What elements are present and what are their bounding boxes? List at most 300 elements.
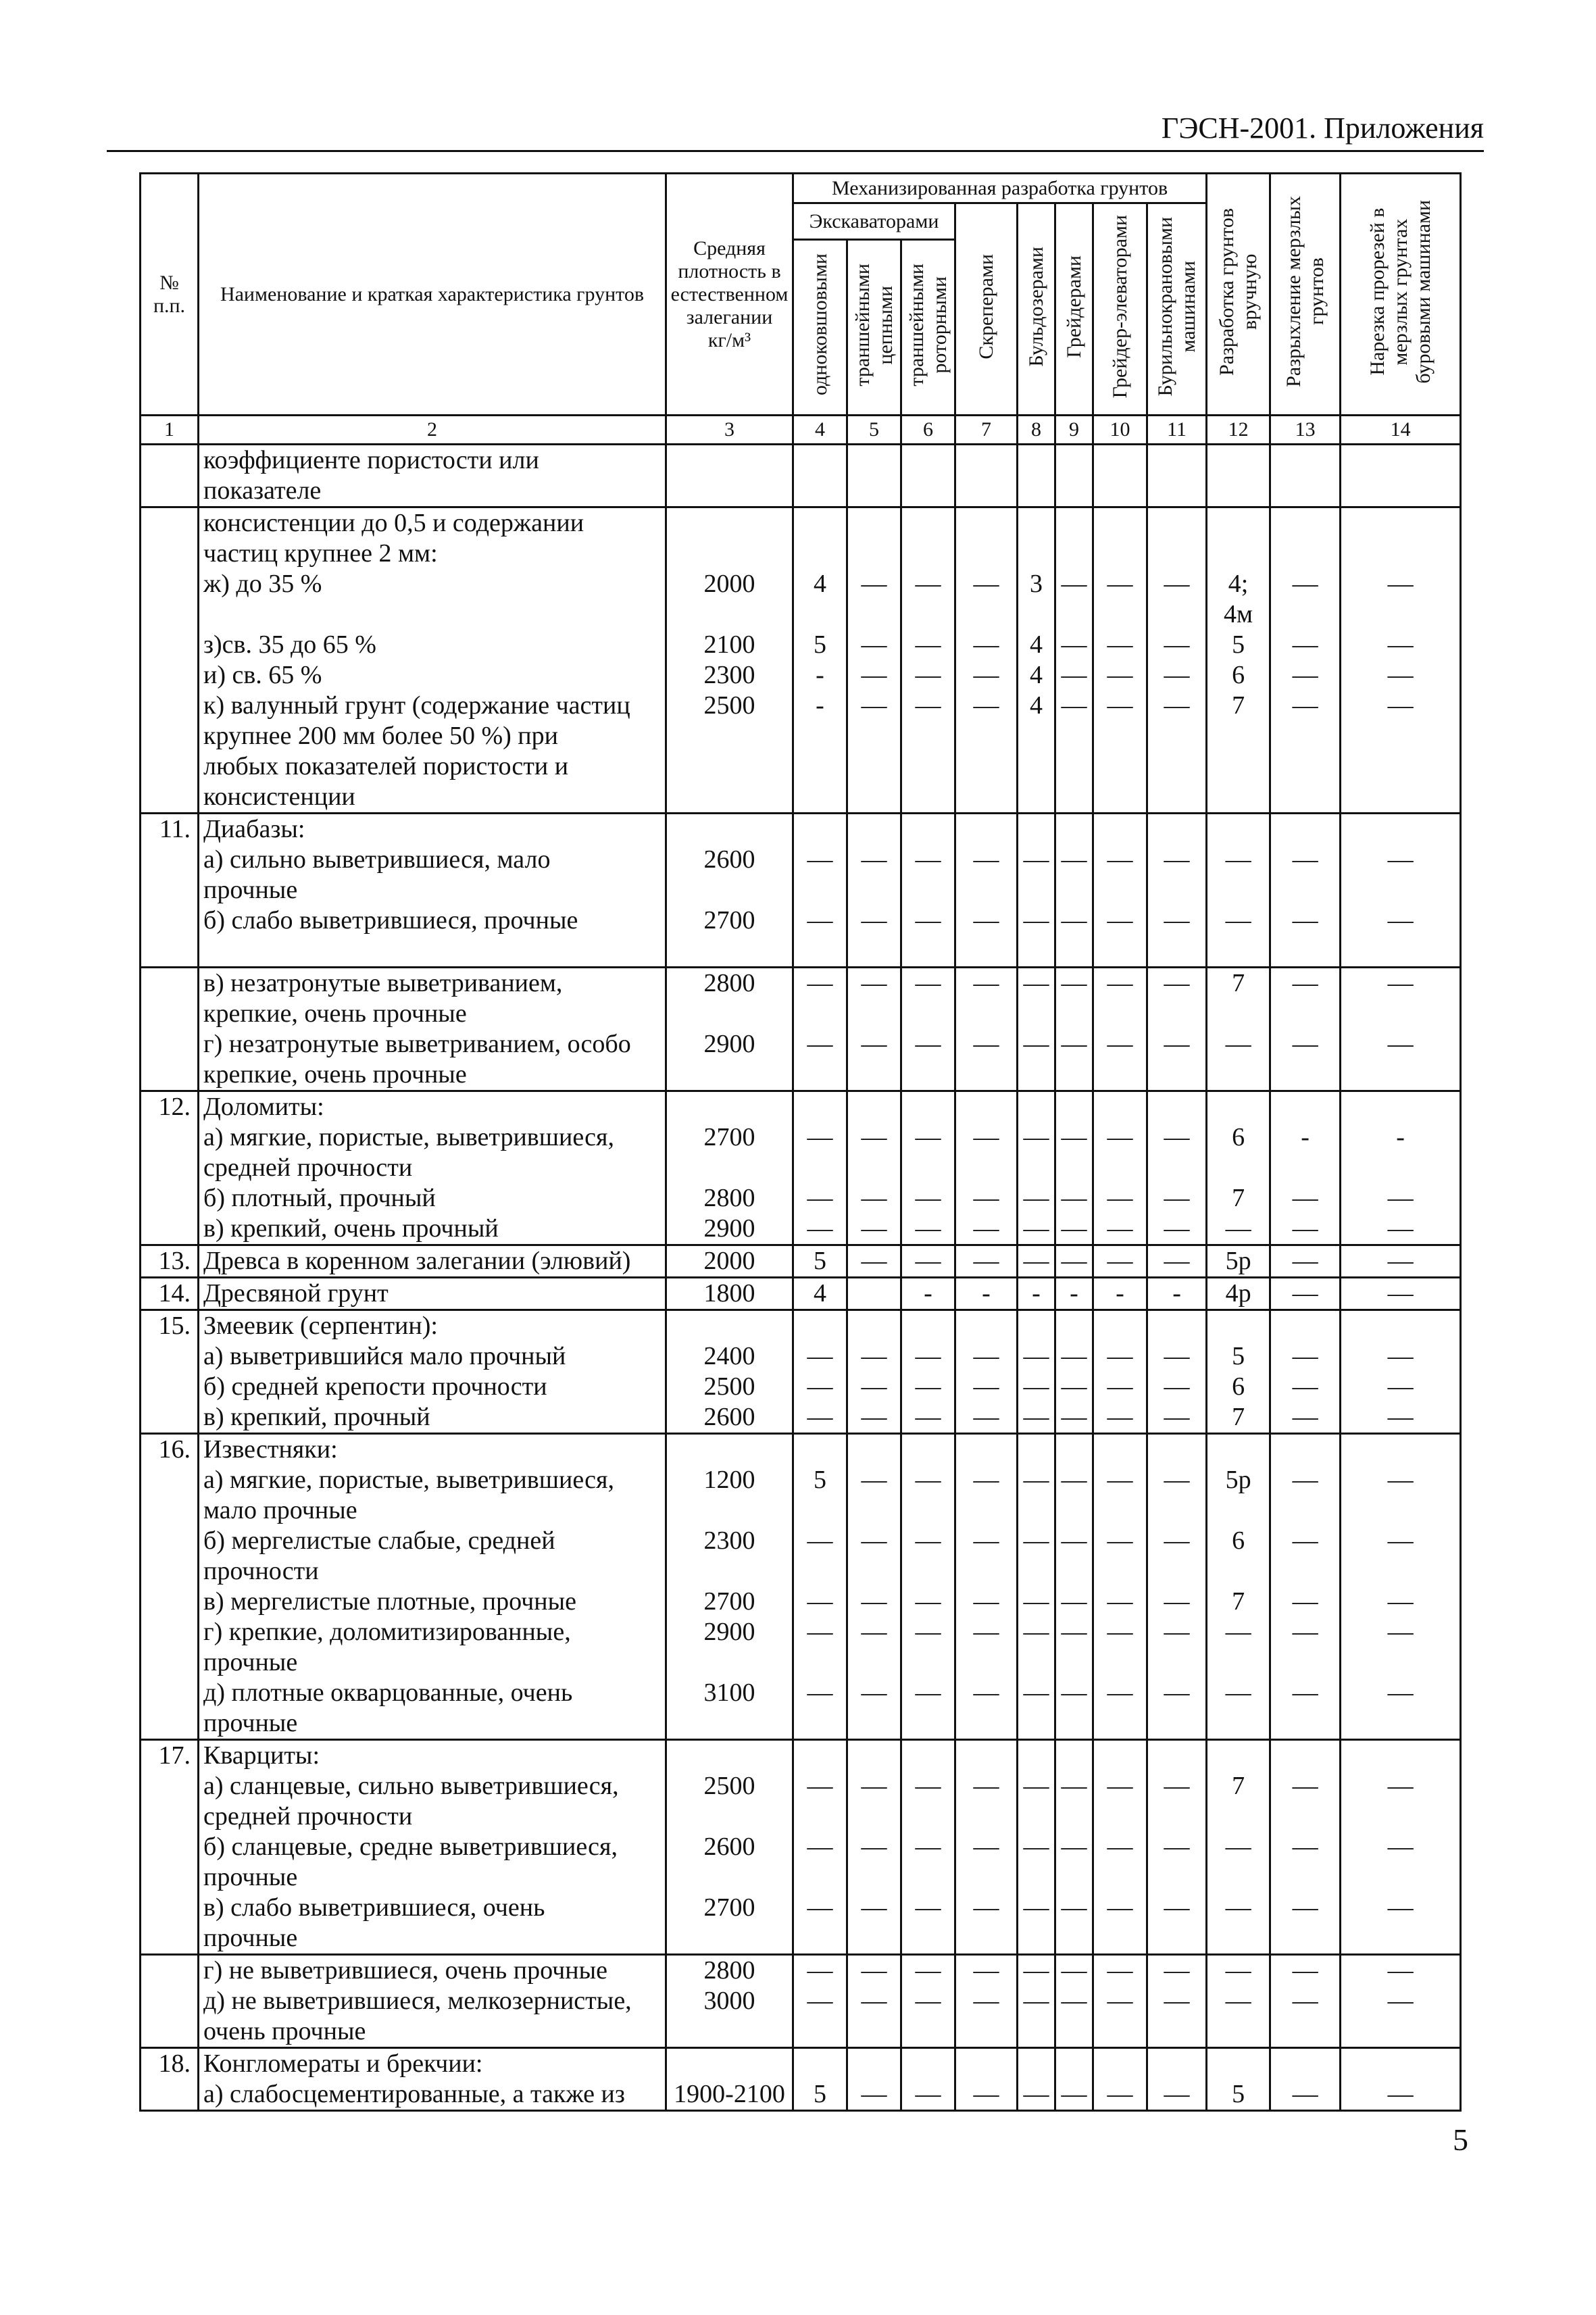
method-value: -: [1341, 1091, 1461, 1184]
method-value: —: [847, 905, 901, 968]
method-value: —: [955, 1526, 1018, 1587]
method-value: —: [1207, 1893, 1270, 1955]
method-value: 7: [1207, 1587, 1270, 1617]
method-value: —: [793, 968, 847, 1030]
column-number: 2: [199, 416, 666, 445]
method-value: —: [1147, 660, 1207, 691]
method-value: —: [1207, 814, 1270, 906]
column-number: 6: [901, 416, 955, 445]
method-value: —: [1341, 905, 1461, 968]
method-value: —: [955, 1091, 1018, 1184]
method-value: —: [847, 1955, 901, 1987]
method-value: —: [793, 1402, 847, 1434]
method-value: —: [901, 507, 955, 630]
table-row: [141, 1310, 1461, 1372]
col-header-c4: одноковшовыми: [793, 240, 847, 416]
method-value: —: [1093, 1678, 1147, 1740]
density-value: 3100: [666, 1678, 793, 1740]
row-number: [141, 691, 199, 814]
method-value: —: [1093, 660, 1147, 691]
column-number: 12: [1207, 416, 1270, 445]
method-value: —: [955, 1893, 1018, 1955]
soil-name: г) не выветрившиеся, очень прочные: [199, 1955, 666, 1987]
method-value: —: [1018, 1617, 1055, 1678]
method-value: —: [1147, 1617, 1207, 1678]
method-value: —: [1093, 2048, 1147, 2111]
column-number: 10: [1093, 416, 1147, 445]
method-value: —: [1341, 691, 1461, 814]
method-value: —: [1207, 1955, 1270, 1987]
method-value: —: [901, 2048, 955, 2111]
density-value: 2300: [666, 660, 793, 691]
method-value: —: [1341, 1832, 1461, 1893]
method-value: —: [1270, 2048, 1341, 2111]
method-value: —: [901, 1526, 955, 1587]
density-value: 1800: [666, 1278, 793, 1310]
method-value: -: [901, 1278, 955, 1310]
method-value: 5р: [1207, 1245, 1270, 1278]
method-value: —: [1055, 1986, 1093, 2048]
method-value: —: [955, 507, 1018, 630]
density-value: 2900: [666, 1214, 793, 1245]
method-value: [1018, 445, 1055, 507]
method-value: —: [847, 1310, 901, 1372]
soil-name: з)св. 35 до 65 %: [199, 630, 666, 660]
method-value: —: [1093, 1740, 1147, 1833]
column-number: 14: [1341, 416, 1461, 445]
table-row: [141, 1091, 1461, 1184]
method-value: —: [1341, 1587, 1461, 1617]
method-value: —: [1270, 1955, 1341, 1987]
method-value: —: [1018, 1183, 1055, 1214]
method-value: —: [847, 968, 901, 1030]
method-value: —: [847, 1091, 901, 1184]
method-value: —: [1093, 1091, 1147, 1184]
soil-name: б) плотный, прочный: [199, 1183, 666, 1214]
row-number: [141, 1617, 199, 1678]
table-row: [141, 1986, 1461, 2048]
method-value: [1207, 445, 1270, 507]
method-value: —: [1270, 660, 1341, 691]
method-value: —: [793, 1740, 847, 1833]
method-value: —: [901, 1740, 955, 1833]
density-header-line: плотность в: [678, 259, 781, 282]
table-row: [141, 1214, 1461, 1245]
method-value: [1147, 445, 1207, 507]
density-value: 2700: [666, 1893, 793, 1955]
soil-classification-table: [139, 172, 1462, 2112]
method-value: —: [1018, 1955, 1055, 1987]
row-number: 15.: [141, 1310, 199, 1372]
method-value: —: [955, 1245, 1018, 1278]
method-value: [955, 445, 1018, 507]
method-value: [793, 445, 847, 507]
method-value: —: [901, 1617, 955, 1678]
method-value: —: [1341, 1955, 1461, 1987]
method-value: —: [1270, 814, 1341, 906]
method-value: 4: [793, 507, 847, 630]
method-value: 4; 4м: [1207, 507, 1270, 630]
method-value: —: [793, 1214, 847, 1245]
method-value: —: [1341, 1402, 1461, 1434]
method-value: —: [847, 691, 901, 814]
row-number: [141, 968, 199, 1030]
row-number: 12.: [141, 1091, 199, 1184]
method-value: —: [1341, 1434, 1461, 1526]
method-value: —: [1147, 1955, 1207, 1987]
column-number: 7: [955, 416, 1018, 445]
method-value: —: [793, 1372, 847, 1402]
method-value: —: [1018, 1029, 1055, 1091]
method-value: —: [1270, 905, 1341, 968]
row-number: [141, 1372, 199, 1402]
method-value: —: [1093, 507, 1147, 630]
method-value: —: [1341, 1278, 1461, 1310]
soil-name: Конгломераты и брекчии: а) слабосцементированные, а также из: [199, 2048, 666, 2111]
column-number: 9: [1055, 416, 1093, 445]
density-value: 2300: [666, 1526, 793, 1587]
table-row: [141, 1278, 1461, 1310]
col-header-mech-group: Механизированная разработка грунтов: [793, 174, 1207, 203]
method-value: —: [793, 1678, 847, 1740]
method-value: —: [1093, 630, 1147, 660]
method-value: —: [1147, 1526, 1207, 1587]
table-row: [141, 660, 1461, 691]
row-number: [141, 1183, 199, 1214]
method-value: —: [1341, 1678, 1461, 1740]
method-value: —: [847, 1245, 901, 1278]
method-value: —: [1093, 1587, 1147, 1617]
method-value: —: [847, 507, 901, 630]
table-row: [141, 445, 1461, 507]
method-value: —: [1018, 968, 1055, 1030]
method-value: —: [901, 660, 955, 691]
method-value: —: [1270, 1587, 1341, 1617]
method-value: -: [1018, 1278, 1055, 1310]
method-value: 6: [1207, 1526, 1270, 1587]
col-header-name: Наименование и краткая характеристика грунтов: [199, 174, 666, 416]
method-value: —: [1018, 1372, 1055, 1402]
method-value: —: [1147, 1183, 1207, 1214]
row-number: [141, 1986, 199, 2048]
method-value: —: [955, 814, 1018, 906]
method-value: —: [1055, 905, 1093, 968]
soil-name: Древса в коренном залегании (элювий): [199, 1245, 666, 1278]
method-value: —: [1270, 968, 1341, 1030]
row-number: 13.: [141, 1245, 199, 1278]
method-value: —: [847, 1372, 901, 1402]
method-value: [847, 445, 901, 507]
col-header-c8: Бульдозерами: [1018, 203, 1055, 416]
method-value: —: [1341, 1245, 1461, 1278]
method-value: —: [1270, 507, 1341, 630]
density-value: 2800: [666, 968, 793, 1030]
method-value: —: [1207, 905, 1270, 968]
method-value: 4: [793, 1278, 847, 1310]
method-value: —: [901, 1986, 955, 2048]
soil-name: Дресвяной грунт: [199, 1278, 666, 1310]
method-value: —: [1147, 1245, 1207, 1278]
density-value: 2000: [666, 507, 793, 630]
method-value: —: [847, 1587, 901, 1617]
table-row: [141, 1832, 1461, 1893]
method-value: —: [1055, 1955, 1093, 1987]
method-value: —: [793, 814, 847, 906]
table-row: [141, 1245, 1461, 1278]
row-number: [141, 630, 199, 660]
row-number: [141, 660, 199, 691]
method-value: —: [847, 660, 901, 691]
table-row: [141, 1526, 1461, 1587]
method-value: 5: [793, 630, 847, 660]
method-value: 5: [793, 2048, 847, 2111]
method-value: —: [1270, 630, 1341, 660]
density-value: 3000: [666, 1986, 793, 2048]
col-header-density: [666, 174, 793, 416]
method-value: —: [1147, 1587, 1207, 1617]
col-header-excav-group: Экскаваторами: [793, 203, 955, 240]
method-value: 5: [1207, 1310, 1270, 1372]
density-value: 2100: [666, 630, 793, 660]
density-value: 2700: [666, 905, 793, 968]
column-number: 11: [1147, 416, 1207, 445]
table-row: [141, 1740, 1461, 1833]
method-value: —: [1055, 968, 1093, 1030]
column-number: 5: [847, 416, 901, 445]
row-number: [141, 1402, 199, 1434]
method-value: —: [1147, 1310, 1207, 1372]
method-value: —: [1055, 630, 1093, 660]
density-value: 2800: [666, 1955, 793, 1987]
soil-name: Кварциты: а) сланцевые, сильно выветрившиеся, средней прочности: [199, 1740, 666, 1833]
row-number: [141, 1587, 199, 1617]
method-value: —: [955, 1617, 1018, 1678]
soil-name: Диабазы: а) сильно выветрившиеся, мало прочные: [199, 814, 666, 906]
col-header-c14: Нарезка прорезей в мерзлых грунтах буровыми машинами: [1341, 174, 1461, 416]
method-value: —: [1270, 1029, 1341, 1091]
method-value: -: [1270, 1091, 1341, 1184]
method-value: 7: [1207, 968, 1270, 1030]
method-value: —: [955, 1029, 1018, 1091]
row-number: [141, 905, 199, 968]
method-value: —: [1147, 630, 1207, 660]
method-value: —: [1093, 1245, 1147, 1278]
row-number: [141, 1029, 199, 1091]
method-value: —: [1055, 1372, 1093, 1402]
table-row: [141, 1029, 1461, 1091]
soil-name: и) св. 65 %: [199, 660, 666, 691]
col-header-c13: Разрыхление мерзлых грунтов: [1270, 174, 1341, 416]
method-value: —: [955, 1214, 1018, 1245]
method-value: —: [1270, 1832, 1341, 1893]
method-value: —: [1147, 2048, 1207, 2111]
method-value: —: [1207, 1678, 1270, 1740]
method-value: —: [1018, 1678, 1055, 1740]
method-value: —: [1093, 905, 1147, 968]
soil-name: б) слабо выветрившиеся, прочные: [199, 905, 666, 968]
method-value: —: [1018, 1587, 1055, 1617]
method-value: —: [847, 1526, 901, 1587]
method-value: —: [793, 905, 847, 968]
method-value: —: [1270, 1434, 1341, 1526]
method-value: —: [1147, 691, 1207, 814]
method-value: —: [1093, 1986, 1147, 2048]
method-value: 5: [793, 1434, 847, 1526]
method-value: —: [1270, 1214, 1341, 1245]
method-value: —: [955, 905, 1018, 968]
method-value: —: [901, 1183, 955, 1214]
method-value: —: [1147, 1091, 1207, 1184]
method-value: —: [1055, 691, 1093, 814]
method-value: —: [1093, 1832, 1147, 1893]
table-row: [141, 507, 1461, 630]
density-header-line: залегании: [686, 305, 773, 328]
method-value: —: [1055, 1740, 1093, 1833]
method-value: —: [1093, 1183, 1147, 1214]
method-value: —: [1055, 814, 1093, 906]
table-row: [141, 630, 1461, 660]
col-header-c12: Разработка грунтов вручную: [1207, 174, 1270, 416]
method-value: —: [1055, 1832, 1093, 1893]
method-value: —: [901, 1402, 955, 1434]
method-value: —: [793, 1091, 847, 1184]
method-value: —: [1341, 968, 1461, 1030]
soil-name: д) не выветрившиеся, мелкозернистые, очень прочные: [199, 1986, 666, 2048]
method-value: 6: [1207, 1372, 1270, 1402]
method-value: —: [1093, 1617, 1147, 1678]
method-value: —: [901, 630, 955, 660]
col-header-c5: траншейными цепными: [847, 240, 901, 416]
col-header-c11: Бурильнокрановыми машинами: [1147, 203, 1207, 416]
table-row: [141, 1955, 1461, 1987]
method-value: [847, 1278, 901, 1310]
method-value: 3: [1018, 507, 1055, 630]
method-value: —: [793, 1310, 847, 1372]
method-value: [1055, 445, 1093, 507]
density-value: 2900: [666, 1029, 793, 1091]
method-value: 4: [1018, 660, 1055, 691]
method-value: —: [1207, 1986, 1270, 2048]
method-value: —: [1147, 1678, 1207, 1740]
method-value: —: [793, 1893, 847, 1955]
method-value: —: [1018, 1740, 1055, 1833]
method-value: —: [847, 1029, 901, 1091]
method-value: —: [793, 1526, 847, 1587]
density-value: 2800: [666, 1183, 793, 1214]
method-value: —: [1341, 1893, 1461, 1955]
method-value: —: [793, 1986, 847, 2048]
method-value: —: [1270, 1245, 1341, 1278]
method-value: —: [1093, 1893, 1147, 1955]
method-value: —: [1093, 1434, 1147, 1526]
row-number: [141, 1955, 199, 1987]
method-value: —: [1341, 1029, 1461, 1091]
density-value: 1200: [666, 1434, 793, 1526]
method-value: —: [793, 1832, 847, 1893]
method-value: —: [955, 1678, 1018, 1740]
method-value: —: [847, 1832, 901, 1893]
method-value: —: [1093, 1372, 1147, 1402]
method-value: —: [955, 1587, 1018, 1617]
method-value: —: [1147, 1893, 1207, 1955]
method-value: —: [955, 691, 1018, 814]
method-value: —: [901, 1434, 955, 1526]
method-value: —: [1270, 1310, 1341, 1372]
row-number: [141, 1526, 199, 1587]
page-header: [107, 108, 1484, 152]
table-row: [141, 1434, 1461, 1526]
method-value: —: [1147, 1372, 1207, 1402]
density-header-line: кг/м³: [707, 328, 751, 351]
method-value: —: [1270, 691, 1341, 814]
row-number: 14.: [141, 1278, 199, 1310]
method-value: —: [1055, 1029, 1093, 1091]
soil-name: Змеевик (серпентин): а) выветрившийся мало прочный: [199, 1310, 666, 1372]
header-title: ГЭСН-2001. Приложения: [1161, 111, 1484, 145]
table-row: [141, 1587, 1461, 1617]
method-value: —: [1341, 1183, 1461, 1214]
method-value: —: [1093, 691, 1147, 814]
method-value: 4: [1018, 691, 1055, 814]
method-value: -: [1093, 1278, 1147, 1310]
method-value: —: [1147, 507, 1207, 630]
method-value: —: [901, 1587, 955, 1617]
col-header-c10: Грейдер-элеваторами: [1093, 203, 1147, 416]
soil-name: Доломиты: а) мягкие, пористые, выветрившиеся, средней прочности: [199, 1091, 666, 1184]
method-value: —: [901, 814, 955, 906]
method-value: 7: [1207, 1402, 1270, 1434]
method-value: -: [1147, 1278, 1207, 1310]
method-value: -: [955, 1278, 1018, 1310]
method-value: 5р: [1207, 1434, 1270, 1526]
method-value: —: [955, 1740, 1018, 1833]
row-number: [141, 1832, 199, 1893]
method-value: —: [793, 1955, 847, 1987]
table-row: [141, 1402, 1461, 1434]
table-row: [141, 905, 1461, 968]
method-value: —: [955, 1402, 1018, 1434]
method-value: —: [1341, 1617, 1461, 1678]
method-value: —: [793, 1029, 847, 1091]
col-header-c7: Скреперами: [955, 203, 1018, 416]
method-value: —: [847, 1893, 901, 1955]
column-number: 1: [141, 416, 199, 445]
density-value: [666, 445, 793, 507]
method-value: —: [955, 1434, 1018, 1526]
method-value: —: [1270, 1526, 1341, 1587]
method-value: 5: [1207, 2048, 1270, 2111]
method-value: —: [955, 968, 1018, 1030]
page-number: 5: [1453, 2122, 1468, 2157]
method-value: —: [1341, 1310, 1461, 1372]
method-value: —: [847, 1617, 901, 1678]
method-value: —: [1341, 1526, 1461, 1587]
method-value: —: [1270, 1372, 1341, 1402]
column-number: 8: [1018, 416, 1055, 445]
table-row: [141, 1893, 1461, 1955]
method-value: —: [1147, 1986, 1207, 2048]
table-row: [141, 1617, 1461, 1678]
method-value: —: [1341, 1372, 1461, 1402]
method-value: —: [1018, 905, 1055, 968]
method-value: —: [1055, 507, 1093, 630]
method-value: —: [1018, 1402, 1055, 1434]
soil-name: Известняки: а) мягкие, пористые, выветрившиеся, мало прочные: [199, 1434, 666, 1526]
method-value: —: [1055, 2048, 1093, 2111]
method-value: —: [1147, 1214, 1207, 1245]
method-value: —: [901, 1678, 955, 1740]
method-value: [1341, 445, 1461, 507]
